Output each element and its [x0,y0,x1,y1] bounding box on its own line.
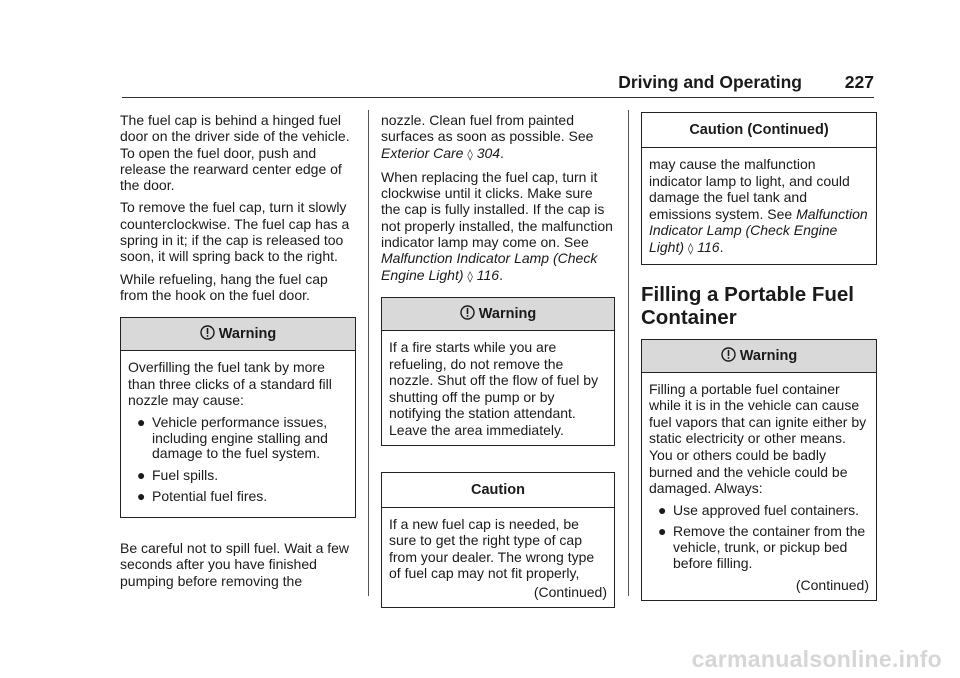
warning-title: Warning [218,326,277,343]
caution-box [381,472,615,608]
page-header [122,70,874,98]
cross-reference-link[interactable]: Exterior Care [381,144,464,161]
column-2 [381,112,615,608]
warning-intro: Overfilling the fuel tank by more than three clicks of a standard fill nozzle may cause: [128,359,332,409]
paragraph: When replacing the fuel cap, turn it clockwise until it clicks. Make sure the cap is fully installed. If the cap is not properly installed, the malfunction indicator lamp may come on. See Malfunction Indicator Lamp (Check Engine Light) ◊ 116. [381,168,613,283]
warning-box [381,297,615,446]
warning-icon [721,342,736,374]
warning-body: If a fire starts while you are refueling, do not remove the nozzle. Shut off the flow of fuel by shutting off the pump or by notifying the station attendant. Leave the area immediately. [389,338,599,438]
warning-intro: Filling a portable fuel container while it is in the vehicle can cause fuel vapors that can ignite either by static electricity or other means. You or others could be badly burned and the vehicle could be damaged. Always: [649,380,867,497]
continued-label: (Continued) [795,577,869,594]
warning-list [128,415,348,505]
page-number: 227 [844,72,874,92]
page-ref-icon: ◊ [467,147,473,161]
page-ref-icon: ◊ [687,241,694,255]
bullet-icon: ● [137,488,146,505]
warning-body [642,373,876,600]
list-item: ● Remove the container from the vehicle, trunk, or pickup bed before filling. [658,523,866,571]
bullet-icon: ● [137,414,146,431]
paragraph: The fuel cap is behind a hinged fuel door on the driver side of the vehicle. To open the fuel door, push and release the rearward center edge of the door. [120,112,350,194]
bullet-icon: ● [658,523,667,540]
watermark: carmanualsonline.info [691,646,942,672]
warning-header [642,340,876,373]
caution-header: Caution [382,473,614,508]
paragraph: nozzle. Clean fuel from painted surfaces as soon as possible. See Exterior Care ◊ 304. [381,112,594,161]
caution-header: Caution (Continued) [642,113,876,148]
cross-reference-link[interactable]: Malfunction Indicator Lamp (Check Engine Light) [381,250,598,283]
list-item: ● Potential fuel fires. [137,488,268,505]
page-reference[interactable]: 304 [476,144,501,161]
section-title: Driving and Operating [618,72,802,92]
warning-list [649,503,869,571]
column-1 [120,112,356,595]
paragraph: To remove the fuel cap, turn it slowly counterclockwise. The fuel cap has a spring in it; if the cap is released too soon, it will spring back to the right. [120,199,350,265]
warning-body [121,351,355,517]
bullet-icon: ● [137,466,146,483]
warning-icon [200,320,215,352]
page-ref-icon: ◊ [467,269,473,283]
header-divider [122,97,874,98]
caution-body: may cause the malfunction indicator lamp to light, and could damage the fuel tank and emissions system. See Malfunction Indicator Lamp (Check Engine Light) ◊ 116. [649,156,868,255]
continued-label: (Continued) [533,583,607,600]
column-divider-1 [368,110,369,596]
section-heading: Filling a Portable Fuel Container [641,282,854,329]
warning-title: Warning [478,305,537,322]
warning-title: Warning [739,347,798,364]
caution-body: If a new fuel cap is needed, be sure to get the right type of cap from your dealer. The wrong type of fuel cap may not fit properly, (Continued) [389,515,607,600]
warning-box [120,317,356,518]
column-3 [641,112,877,601]
bullet-icon: ● [658,501,667,518]
paragraph: Be careful not to spill fuel. Wait a few seconds after you have finished pumping before removing the [120,540,350,589]
warning-icon [460,300,475,332]
cross-reference-link[interactable]: Malfunction Indicator Lamp (Check Engine Light) [649,205,868,255]
list-item: ● Use approved fuel containers. [658,501,859,518]
caution-continued-box [641,112,877,265]
list-item: ● Vehicle performance issues, including engine stalling and damage to the fuel system. [137,414,328,462]
warning-header [382,298,614,331]
warning-header [121,318,355,351]
paragraph: While refueling, hang the fuel cap from the hook on the fuel door. [120,270,328,303]
list-item: ● Fuel spills. [137,466,219,483]
page-reference[interactable]: 116 [697,238,720,255]
warning-box [641,339,877,601]
page-reference[interactable]: 116 [476,266,500,283]
column-divider-2 [628,110,629,596]
